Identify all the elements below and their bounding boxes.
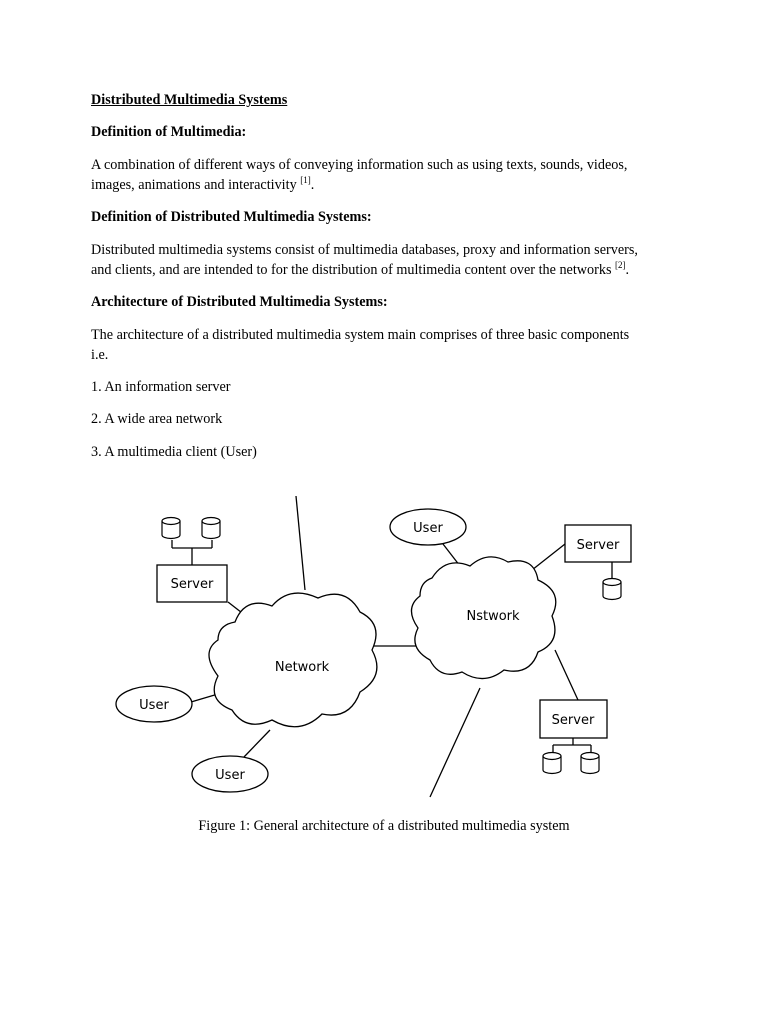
user-label-bottom: User	[215, 768, 245, 783]
paragraph-multimedia-text: images, animations and interactivity	[91, 177, 301, 193]
network-uplink-line	[296, 496, 305, 590]
network-label-left: Network	[274, 660, 330, 675]
database-icon	[162, 518, 180, 539]
link-user-bottom	[244, 730, 270, 757]
database-icon	[543, 753, 561, 774]
list-item-server: 1. An information server	[91, 379, 231, 395]
paragraph-architecture-line2: i.e.	[91, 347, 109, 363]
document-title: Distributed Multimedia Systems	[91, 92, 288, 108]
heading-definition-dms: Definition of Distributed Multimedia Systems:	[91, 209, 372, 225]
heading-architecture: Architecture of Distributed Multimedia Systems:	[91, 294, 388, 310]
paragraph-dms-end: .	[625, 262, 630, 278]
link-server-right-top	[532, 544, 565, 570]
architecture-diagram	[100, 488, 660, 800]
database-icon	[202, 518, 220, 539]
paragraph-dms-text: and clients, and are intended to for the distribution of multimedia content over the networks	[91, 262, 616, 278]
heading-definition-multimedia: Definition of Multimedia:	[91, 124, 247, 140]
user-label-top: User	[413, 521, 443, 536]
database-icon	[581, 753, 599, 774]
database-icon	[603, 579, 621, 600]
citation-1: [1]	[300, 175, 311, 185]
network-label-right: Nstwork	[466, 609, 520, 624]
paragraph-dms-line2	[91, 260, 629, 280]
figure-caption: Figure 1: General architecture of a distributed multimedia system	[198, 818, 570, 834]
server-label-left: Server	[170, 577, 214, 592]
list-item-network: 2. A wide area network	[91, 411, 223, 427]
link-server-right-bottom	[555, 650, 578, 700]
citation-2: [2]	[615, 260, 626, 270]
user-label-left: User	[139, 698, 169, 713]
paragraph-multimedia-line1: A combination of different ways of conveying information such as using texts, sounds, videos,	[91, 157, 628, 173]
paragraph-multimedia-line2	[91, 175, 314, 195]
server-label-right-top: Server	[576, 538, 620, 553]
link-user-left	[191, 694, 218, 702]
list-item-client: 3. A multimedia client (User)	[91, 444, 257, 460]
paragraph-architecture-line1: The architecture of a distributed multimedia system main comprises of three basic components	[91, 327, 630, 343]
paragraph-multimedia-end: .	[310, 177, 315, 193]
paragraph-dms-line1: Distributed multimedia systems consist of multimedia databases, proxy and information servers,	[91, 242, 638, 258]
network-downlink-line	[430, 688, 480, 797]
server-label-right-bottom: Server	[551, 713, 595, 728]
